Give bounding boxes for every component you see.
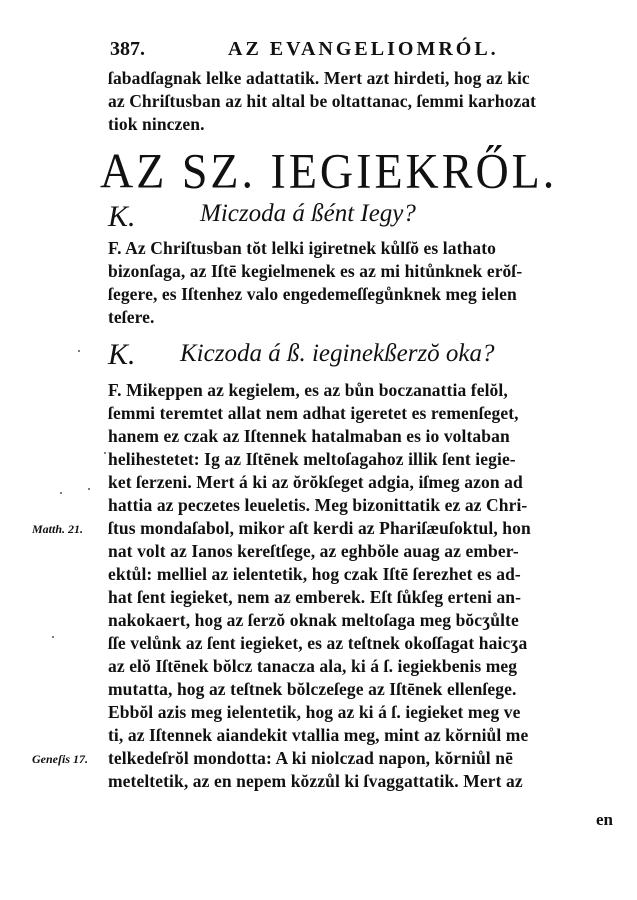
answer-line: mutatta, hog az teſtnek bŏlczeſege az Iſtēnek ellenſege. [108,679,517,699]
ink-speck [104,452,106,454]
answer-line: ſſe velůnk az ſent iegieket, es az teſtnek okoſſagat haicʒa [108,633,528,653]
answer-line: hattia az peczetes leueletis. Meg bizonittatik ez az Chri- [108,495,528,515]
ink-speck [60,492,62,494]
answer-line: ti, az Iſtennek aiandekit vtallia meg, mint az kŏrniůl me [108,725,529,745]
answer-line: ſemmi teremtet allat nem adhat igeretet es remenſeget, [108,403,519,423]
ink-speck [88,488,90,490]
intro-line: az Chriſtusban az hit altal be oltattanac, ſemmi karhozat [108,91,537,111]
question-text: Kiczoda á ß. ieginekßerzŏ oka? [180,340,495,367]
margin-note-genesis: Geneſis 17. [32,752,88,766]
answer-line: F. Az Chriſtusban tŏt lelki igiretnek kůlſŏ es lathato [108,238,497,258]
answer-line: telkedeſrŏl mondotta: A ki niolczad napon, kŏrniůl nē [108,748,513,768]
answer-line: hanem ez czak az Iſtennek hatalmaban es io voltaban [108,426,510,446]
answer-line: az elŏ Iſtēnek bŏlcz tanacza ala, ki á ſ. iegiekbenis meg [108,656,518,676]
answer-line: ket ſerzeni. Mert á ki az ŏrŏkſeget adgia, iſmeg azon ad [108,472,523,492]
answer-line: teſere. [108,307,155,327]
page-number: 387. [110,38,145,60]
intro-line: ſabadſagnak lelke adattatik. Mert azt hirdeti, hog az kic [108,68,530,88]
margin-note-matthew: Matth. 21. [32,522,84,536]
answer-line: meteltetik, az en nepem kŏzzůl ki ſvaggattatik. Mert az [108,771,523,791]
answer-line: hat ſent iegieket, nem az emberek. Eſt ſůkſeg erteni an- [108,587,522,607]
answer-line: Ebbŏl azis meg ielentetik, hog az ki á ſ. iegieket meg ve [108,702,521,722]
answer-line: ſegere, es Iſtenhez valo engedemeſſegůnknek meg ielen [108,284,517,304]
question-text: Miczoda á ßént Iegy? [200,200,416,227]
question-letter: K. [108,338,136,371]
answer-line: bizonſaga, az Iſtē kegielmenek es az mi hitůnknek erŏſ- [108,261,523,281]
answer-line: ſtus mondaſabol, mikor aſt kerdi az Phariſæuſoktul, hon [108,518,531,538]
question-letter: K. [108,200,136,233]
section-title: AZ SZ. IEGIEKRŐL. [100,143,558,199]
ink-speck [78,350,80,352]
running-title: AZ EVANGELIOMRÓL. [228,38,499,60]
answer-line: F. Mikeppen az kegielem, es az bůn boczanattia felŏl, [108,380,508,400]
answer-line: ektůl: melliel az ielentetik, hog czak Iſtē ſerezhet es ad- [108,564,521,584]
answer-line: nat volt az Ianos kereſtſege, az eghbŏle auag az ember- [108,541,519,561]
catchword: en [596,810,613,829]
answer-line: nakokaert, hog az ſerzŏ oknak meltoſaga meg bŏcʒůlte [108,610,519,630]
intro-line: tiok ninczen. [108,114,205,134]
ink-speck [52,636,54,638]
answer-line: helihestetet: Ig az Iſtēnek meltoſagahoz illik ſent iegie- [108,449,516,469]
